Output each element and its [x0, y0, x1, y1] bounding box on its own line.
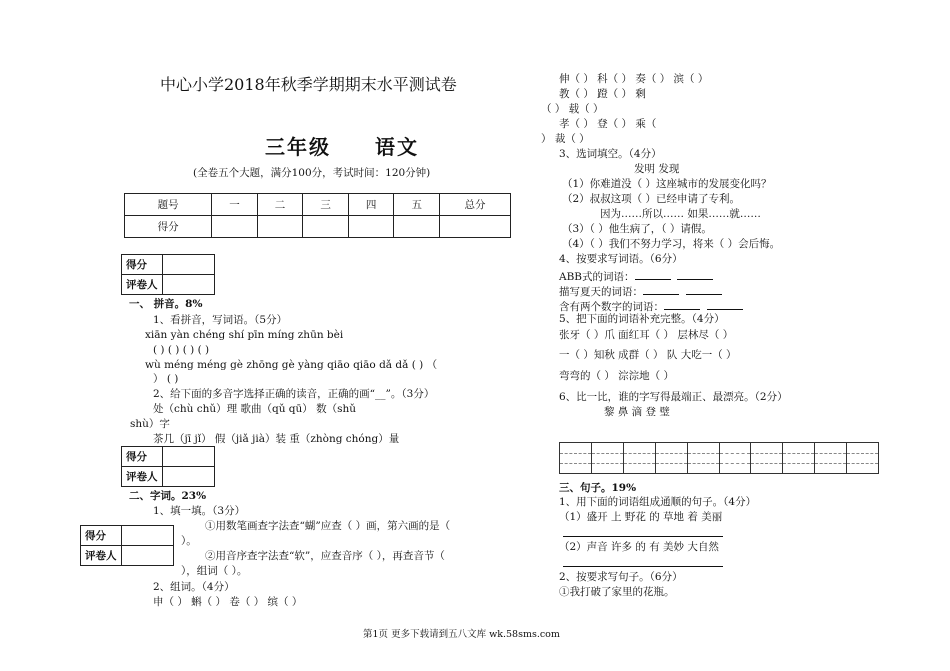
polyphone-line-1b: shù）字 — [130, 418, 170, 430]
score-header: 总分 — [440, 194, 511, 216]
score-cell[interactable] — [303, 216, 349, 238]
score-cell[interactable] — [348, 216, 394, 238]
score-cell[interactable] — [440, 216, 511, 238]
grader-input[interactable] — [163, 275, 215, 295]
choose-2: （2）叔叔这项（ ）已经申请了专利。 — [562, 193, 741, 205]
score-header: 二 — [257, 194, 303, 216]
fill-1b: ）。 — [181, 535, 197, 547]
grader-input[interactable] — [122, 546, 174, 566]
s3-q1: 1、用下面的词语组成通顺的句子。（4分） — [559, 496, 757, 508]
grade-subject: 三年级 语文 — [265, 135, 419, 159]
practice-chars: 黎 鼻 滴 登 璧 — [604, 406, 670, 418]
s1-q2: 2、给下面的多音字选择正确的读音，正确的画“__”。（3分） — [153, 388, 435, 400]
score-header: 五 — [394, 194, 440, 216]
complete-3: 弯弯的（ ） 淙淙地（ ） — [559, 370, 675, 382]
exam-note: (全卷五个大题，满分100分，考试时间：120分钟) — [193, 167, 431, 179]
pinyin-line-1: xiān yàn chéng shí pīn míng zhūn bèi — [145, 329, 344, 341]
choose-4: （4）（ ）我们不努力学习，将来（ ）会后悔。 — [562, 238, 781, 250]
fill-1: ①用数笔画查字法查“蝴”应查（ ）画，第六画的是（ — [205, 520, 451, 532]
q3-heading: 3、选词填空。（4分） — [559, 148, 662, 160]
score-cell[interactable] — [212, 216, 258, 238]
grader-label: 评卷人 — [122, 275, 163, 295]
choose-3: （3）（ ）他生病了，（ ）请假。 — [562, 223, 712, 235]
zuci-line-4: （ ） 载（ ） — [541, 103, 604, 115]
score-box-3 — [80, 525, 174, 566]
s2-q1: 1、填一填。（3分） — [153, 505, 246, 517]
zuci-line-2: 伸（ ） 科（ ） 奏（ ） 滨（ ） — [559, 73, 709, 85]
score-cell[interactable] — [257, 216, 303, 238]
summer-words — [559, 283, 722, 299]
q6-heading: 6、比一比，谁的字写得最端正、最漂亮。（2分） — [559, 391, 788, 403]
choose-1: （1）你难道没（ ）这座城市的发展变化吗？ — [562, 178, 772, 190]
sentence-words-2: （2）声音 许多 的 有 美妙 大自然 — [559, 541, 719, 553]
abb-words — [559, 268, 713, 284]
section2-heading: 二、字词。23% — [129, 490, 207, 502]
word-options-1: 发明 发现 — [634, 163, 680, 175]
zuci-line-3: 教（ ） 蹬（ ） 剩 — [559, 88, 646, 100]
fill-2b: ），组词（ ）。 — [181, 565, 248, 577]
answer-brackets-1: ( ) ( ) ( ) ( ) — [153, 344, 210, 356]
zuci-line-5: 孝（ ） 登（ ） 乘（ — [559, 118, 657, 130]
score-header: 一 — [212, 194, 258, 216]
complete-1: 张牙（ ）爪 面红耳（ ） 层林尽（ ） — [559, 329, 734, 341]
summer-label: 描写夏天的词语： — [559, 286, 643, 298]
polyphone-line-1: 处（chù chǔ）理 歌曲（qǔ qū） 数（shǔ — [153, 403, 357, 415]
grader-label: 评卷人 — [81, 546, 122, 566]
score-header: 三 — [303, 194, 349, 216]
exam-title: 中心小学2018年秋季学期期末水平测试卷 — [160, 75, 457, 94]
score-label: 得分 — [122, 447, 163, 467]
q5-heading: 5、把下面的词语补充完整。（4分） — [559, 313, 725, 325]
number-label: 含有两个数字的词语： — [559, 301, 664, 313]
polyphone-line-2: 茶几（jī jǐ） 假（jiǎ jià）装 重（zhòng chóng）量 — [153, 433, 400, 445]
zuci-line-6: ） 裁（ ） — [541, 133, 590, 145]
fill-2: ②用音序查字法查“软”，应查音序（ ），再查音节（ — [205, 550, 445, 562]
score-label: 得分 — [122, 255, 163, 275]
section1-heading: 一、 拼音。8% — [129, 298, 203, 310]
score-cell[interactable] — [394, 216, 440, 238]
sentence-words-1: （1）盛开 上 野花 的 草地 着 美丽 — [559, 511, 723, 523]
score-box-2 — [121, 446, 215, 487]
score-input[interactable] — [122, 526, 174, 546]
score-table — [124, 193, 511, 238]
answer-line-2[interactable] — [563, 566, 723, 567]
complete-2: 一（ ）知秋 成群（ ） 队 大吃一（ ） — [559, 349, 737, 361]
abb-label: ABB式的词语： — [559, 271, 635, 283]
section3-heading: 三、句子。19% — [559, 482, 637, 494]
grader-label: 评卷人 — [122, 467, 163, 487]
score-header: 题号 — [125, 194, 212, 216]
score-label: 得分 — [81, 526, 122, 546]
word-options-2: 因为……所以…… 如果……就…… — [600, 208, 761, 220]
score-header: 四 — [348, 194, 394, 216]
pinyin-line-2: wù méng méng gè zhōng gè yàng qiāo qiāo dǎ dǎ ( ) （ — [145, 359, 438, 371]
q4-heading: 4、按要求写词语。（6分） — [559, 253, 683, 265]
score-input[interactable] — [163, 447, 215, 467]
answer-line-1[interactable] — [563, 536, 723, 537]
s3-q2: 2、按要求写句子。（6分） — [559, 571, 683, 583]
grader-input[interactable] — [163, 467, 215, 487]
page-footer: 第1页 更多下载请到五八文库 wk.58sms.com — [363, 629, 560, 640]
zuci-line-1: 申（ ） 蝌（ ） 卷（ ） 缤（ ） — [153, 596, 303, 608]
answer-brackets-2: ） ( ) — [153, 373, 179, 385]
writing-grid[interactable] — [559, 442, 879, 474]
score-box-1 — [121, 254, 215, 295]
score-input[interactable] — [163, 255, 215, 275]
s2-q2: 2、组词。（4分） — [153, 581, 235, 593]
s1-q1: 1、看拼音，写词语。（5分） — [153, 314, 288, 326]
sentence-example: ①我打破了家里的花瓶。 — [559, 586, 675, 598]
number-words — [559, 298, 743, 314]
score-row-label: 得分 — [125, 216, 212, 238]
